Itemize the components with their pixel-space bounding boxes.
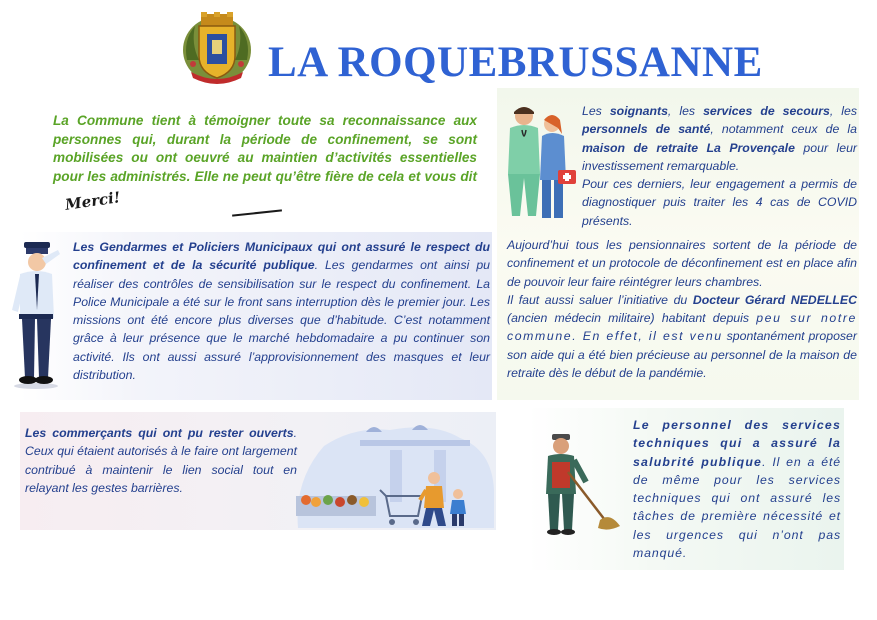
gendarmes-heading: Les Gendarmes et Policiers Municipaux qui ont assuré le respect du confinement et de la sécurité publique [73, 240, 490, 273]
text-run: spontanément proposer son aide qui a été bien précieuse au personnel de la maison de retraite dès le début de la pandémie. [507, 329, 857, 381]
medical-staff-illustration [498, 104, 580, 226]
text-run: Les [582, 104, 610, 118]
merci-signature: Merci! [63, 188, 122, 215]
gendarmes-text [73, 238, 490, 384]
techniques-heading: Le personnel des services techniques qui a assuré la salubrité publique [633, 418, 841, 469]
text-run: peu sur notre commune. En effet, il est venu [507, 311, 857, 344]
commercants-body: . Ceux qui étaient autorisés à le faire ont largement contribué à maintenir le lien social tout en relayant les gestes barrières. [25, 426, 297, 495]
text-run: (ancien médecin militaire) habitant depuis [507, 311, 757, 326]
gendarmes-body: . Les gendarmes ont ainsi pu réaliser des contrôles de sensibilisation sur le respect du confinement. La Police Municipale a été sur le front sans interruption dès le premier jour. Les missions ont été encore plus diverses que d’habitude. C’est notamment grâce à leur présence que le marché hebdomadaire a pu continuer son activité. Ils ont aussi assuré l’approvisionnement des masques et leur distribution. [73, 258, 490, 383]
commercants-text [25, 424, 297, 497]
soignants-text [582, 102, 857, 230]
commercants-heading: Les commerçants qui ont pu rester ouverts [25, 426, 294, 440]
soignants-text-continued [507, 236, 857, 382]
techniques-body: . Il en a été de même pour les services techniques qui ont assuré les tâches de première nécessité et les urgences qui n’ont pas manqué. [633, 454, 841, 561]
text-run: pour leur investissement remarquable. [582, 140, 858, 173]
text-run-bold: services de secours [703, 104, 830, 118]
intro-text [53, 112, 477, 215]
techniques-text [633, 416, 841, 562]
text-run: , notamment ceux de la [710, 122, 857, 137]
intro-body: La Commune tient à témoigner toute sa reconnaissance aux personnes qui, durant la période de confinement, se sont mobilisées ou ont oeuvré au maintien d’activités essentielles pour les administrés. Elle ne peut qu’être fière de cela et vous dit [53, 113, 477, 184]
text-run-bold: soignants [609, 104, 668, 118]
text-run: , les [667, 104, 704, 118]
text-run: Il faut aussi saluer l’initiative du [507, 292, 693, 307]
text-run: , les [829, 104, 857, 118]
police-officer-illustration [6, 240, 66, 390]
text-run-bold: maison de retraite La Provençale [582, 140, 795, 155]
street-sweeper-illustration [538, 432, 624, 536]
town-crest-logo [181, 10, 253, 84]
page-title: LA ROQUEBRUSSANNE [268, 39, 763, 86]
doctor-name: Docteur Gérard NEDELLEC [692, 292, 857, 307]
text-run-bold: personnels de santé [582, 122, 711, 137]
grocery-shopping-illustration [294, 420, 496, 528]
merci-underline [232, 209, 282, 216]
soignants-p2: Pour ces derniers, leur engagement a permis de diagnostiquer puis traiter les 4 cas de COVID présents. [582, 177, 857, 228]
soignants-p3: Aujourd’hui tous les pensionnaires sortent de la période de confinement et un protocole de déconfinement est en place afin de pouvoir leur faire réintégrer leurs chambres. [507, 238, 857, 289]
